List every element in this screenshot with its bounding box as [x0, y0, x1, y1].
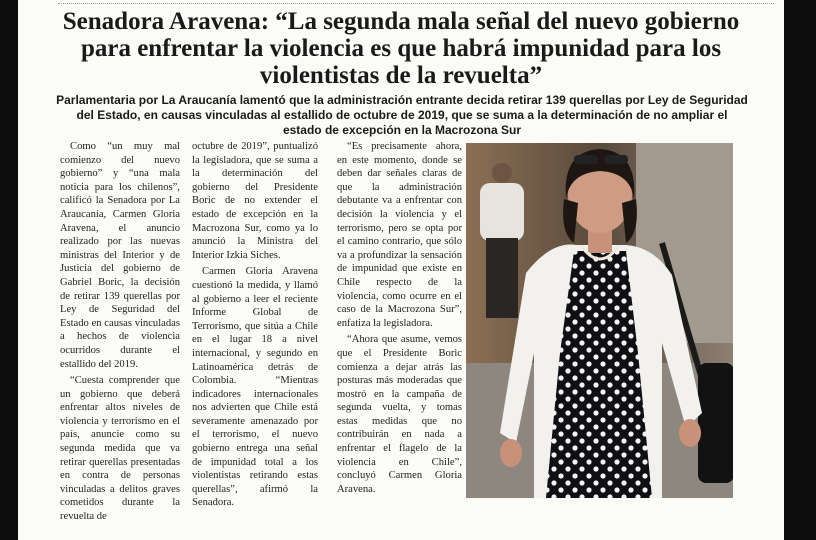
top-rule [58, 3, 774, 4]
paragraph: “Ahora que asume, vemos que el Presidente Boric comienza a dejar atrás las posturas más moderadas que mostró en la campaña de segunda vuelta, y tomas estas medidas que no contribuirán en nada a enfrentar el flagelo de la violencia en Chile”, concluyó Carmen Gloria Aravena. [337, 334, 462, 495]
senator-photo [466, 143, 733, 498]
frame-right [784, 0, 816, 540]
paragraph: “Cuesta comprender que un gobierno que deberá enfrentar altos niveles de violencia y terrorismo en el país, anuncie como su segunda medida que va retirar querellas presentadas en contra de personas vinculadas a delitos graves cometidos durante la revuelta de [60, 375, 180, 523]
article-column-2 [192, 140, 318, 540]
paragraph: octubre de 2019”, puntualizó la legisladora, que se suma a la determinación del gobierno del Presidente Boric de no extender el estado de excepción en la Macrozona Sur, como ya lo anunció la Ministra del Interior Izkia Siches. [192, 141, 318, 261]
headline: Senadora Aravena: “La segunda mala señal del nuevo gobierno para enfrentar la violencia es que habrá impunidad para los violentistas de la revuelta” [62, 8, 740, 89]
article-column-3 [337, 140, 462, 540]
frame-left [0, 0, 18, 540]
paragraph: “Es precisamente ahora, en este momento, donde se deben dar señales claras de que la administración debutante va a enfrentar con decisión la violencia y el terrorismo, pero se opta por el camino contrario, que sólo va a profundizar la sensación de impunidad que existe en Chile respecto de la violencia, como ocurre en el caso de la Macrozona Sur”, enfatiza la legisladora. [337, 141, 462, 329]
deck: Parlamentaria por La Araucanía lamentó que la administración entrante decida retirar 139 querellas por Ley de Seguridad del Estado, en causas vinculadas al estallido de octubre de 2019, que se suma a la determinación de no ampliar el estado de excepción en la Macrozona Sur [56, 93, 748, 137]
paragraph: Carmen Gloria Aravena cuestionó la medida, y llamó al gobierno a leer el reciente Informe Global de Terrorismo, que sitúa a Chile en el lugar 18 a nivel internacional, y segundo en Latinoamérica detrás de Colombia. “Mientras indicadores internacionales nos advierten que Chile está severamente amenazado por el terrorismo, el nuevo gobierno entrega una señal de impunidad total a los violentistas retirando estas querellas”, afirmó la Senadora. [192, 266, 318, 509]
paragraph: Como “un muy mal comienzo del nuevo gobierno” y “una mala noticia para los chilenos”, calificó la Senadora por La Araucanía, Carmen Gloria Aravena, el anuncio realizado por las nuevas ministras del Interior y de Justicia del gobierno de Gabriel Boric, la decisión de retirar 139 querellas por Ley de Seguridad del Estado en causas vinculadas a hechos de violencia ocurridos durante el estallido del 2019. [60, 141, 180, 370]
newspaper-page [18, 0, 784, 540]
senator-photo-illustration [466, 143, 733, 498]
article-column-1 [60, 140, 180, 540]
